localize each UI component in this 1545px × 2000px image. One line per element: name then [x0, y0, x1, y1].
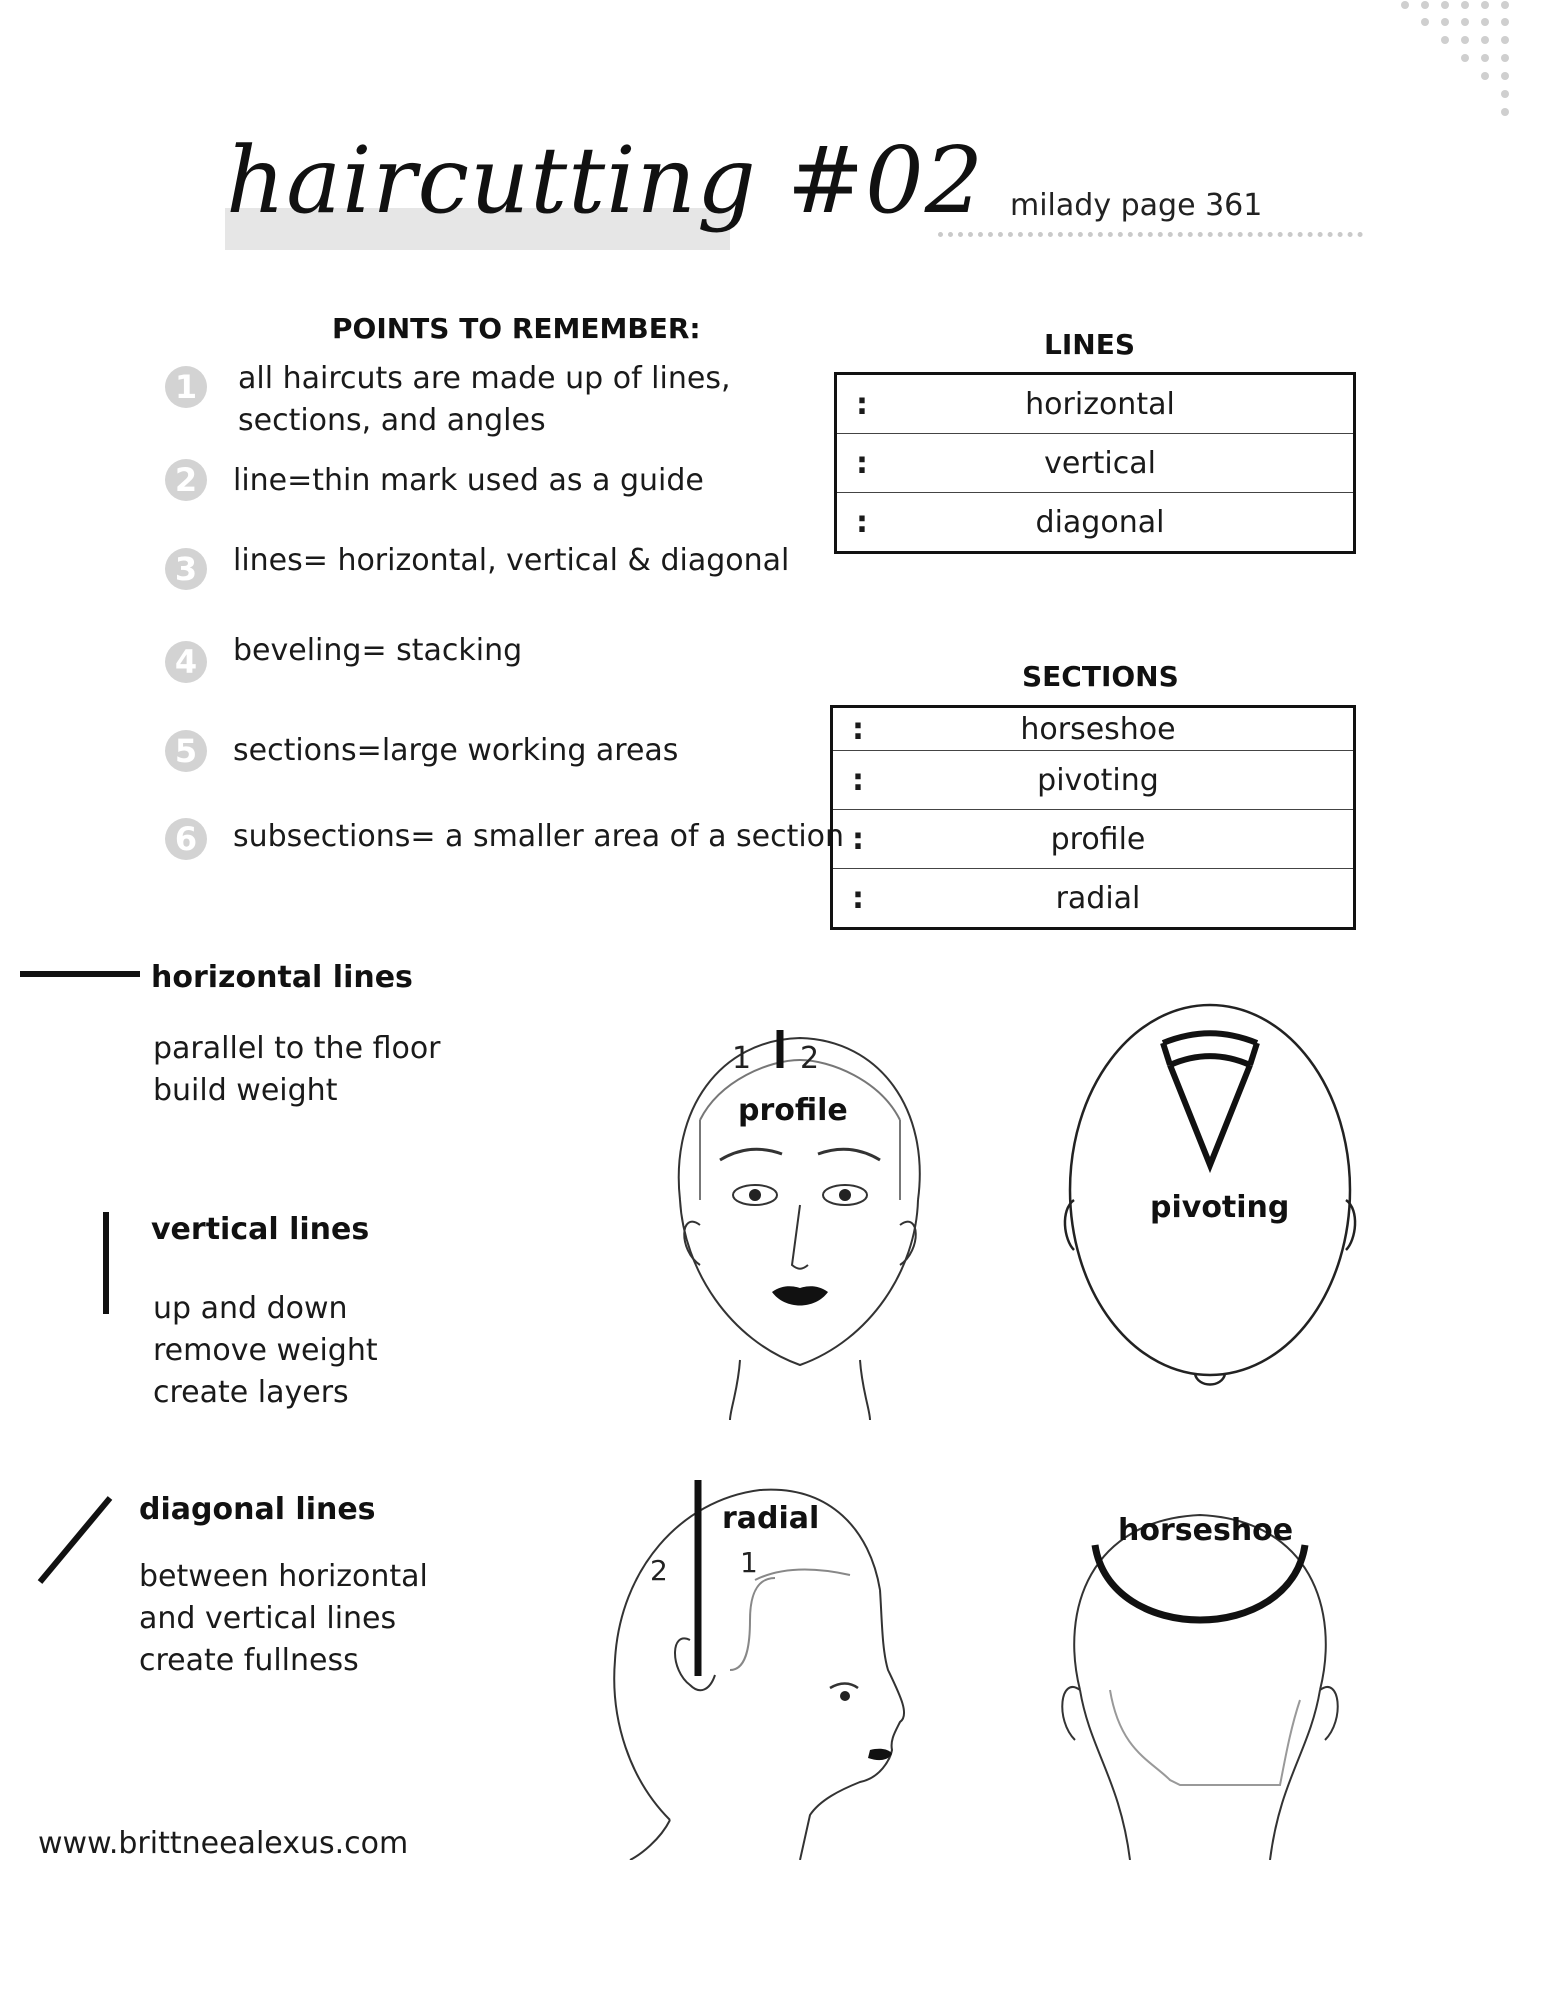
table-row — [832, 810, 1355, 869]
profile-section-diagram — [660, 1020, 940, 1420]
horseshoe-section-diagram — [1050, 1460, 1350, 1860]
radial-section-diagram — [600, 1460, 920, 1860]
point-number-badge: 5 — [165, 730, 207, 772]
table-row — [832, 707, 1355, 751]
corner-dot-pattern — [1395, 0, 1545, 130]
row-value: radial — [1055, 880, 1141, 916]
body-line: between horizontal — [139, 1559, 428, 1594]
website-footer: www.brittneealexus.com — [38, 1826, 409, 1861]
point-number-badge: 3 — [165, 548, 207, 590]
row-colon: : — [836, 374, 888, 434]
lines-table-heading: LINES — [1044, 328, 1135, 361]
table-row — [832, 869, 1355, 929]
reference-text: milady page 361 — [1010, 188, 1263, 223]
profile-left-number: 1 — [732, 1041, 752, 1076]
body-line: create fullness — [139, 1643, 359, 1678]
table-row — [832, 751, 1355, 810]
body-line: up and down — [153, 1291, 348, 1326]
row-colon: : — [852, 880, 864, 916]
table-row — [836, 434, 1355, 493]
point-text: subsections= a smaller area of a section — [233, 819, 845, 854]
body-line: remove weight — [153, 1333, 378, 1368]
row-value: horseshoe — [883, 707, 1355, 751]
radial-left-number: 2 — [650, 1554, 668, 1587]
reference-dotted-rule — [938, 232, 1363, 237]
diagonal-line-sample — [30, 1490, 120, 1590]
row-value: profile — [883, 810, 1355, 869]
point-number-badge: 4 — [165, 641, 207, 683]
page-title: haircutting #02 — [226, 127, 985, 234]
radial-right-number: 1 — [740, 1546, 758, 1579]
point-text: sections=large working areas — [233, 733, 679, 768]
profile-label: profile — [738, 1093, 848, 1128]
pivoting-section-diagram — [1060, 990, 1360, 1390]
row-colon: : — [832, 751, 884, 810]
body-line: and vertical lines — [139, 1601, 397, 1636]
profile-right-number: 2 — [800, 1041, 820, 1076]
pivoting-label: pivoting — [1150, 1190, 1290, 1225]
row-colon: : — [832, 810, 884, 869]
horizontal-lines-body — [153, 1028, 441, 1112]
table-row — [836, 493, 1355, 553]
body-line: create layers — [153, 1375, 349, 1410]
points-heading: POINTS TO REMEMBER: — [332, 312, 701, 345]
point-text: lines= horizontal, vertical & diagonal — [233, 543, 790, 578]
diagonal-lines-title: diagonal lines — [139, 1492, 376, 1527]
row-value: vertical — [887, 434, 1355, 493]
vertical-line-sample — [103, 1212, 109, 1314]
point-text-line: sections, and angles — [238, 403, 546, 438]
lines-table — [834, 372, 1356, 554]
horizontal-line-sample — [20, 971, 140, 977]
diagonal-lines-body — [139, 1556, 428, 1682]
body-line: parallel to the floor — [153, 1031, 441, 1066]
sections-table-heading: SECTIONS — [1022, 660, 1179, 693]
row-colon: : — [832, 707, 884, 751]
row-value: diagonal — [1035, 504, 1165, 540]
point-text: beveling= stacking — [233, 633, 523, 668]
point-text-line: all haircuts are made up of lines, — [238, 361, 731, 396]
row-value: pivoting — [883, 751, 1355, 810]
point-text — [238, 358, 730, 442]
horseshoe-label: horseshoe — [1118, 1513, 1294, 1548]
row-value: horizontal — [887, 374, 1355, 434]
horizontal-lines-title: horizontal lines — [151, 960, 413, 995]
sections-table — [830, 705, 1356, 930]
row-colon: : — [856, 504, 868, 540]
point-number-badge: 2 — [165, 459, 207, 501]
point-text: line=thin mark used as a guide — [233, 463, 704, 498]
table-row — [836, 374, 1355, 434]
body-line: build weight — [153, 1073, 338, 1108]
vertical-lines-body — [153, 1288, 378, 1414]
point-number-badge: 6 — [165, 818, 207, 860]
vertical-lines-title: vertical lines — [151, 1212, 370, 1247]
point-number-badge: 1 — [165, 366, 207, 408]
radial-label: radial — [722, 1501, 820, 1536]
row-colon: : — [836, 434, 888, 493]
